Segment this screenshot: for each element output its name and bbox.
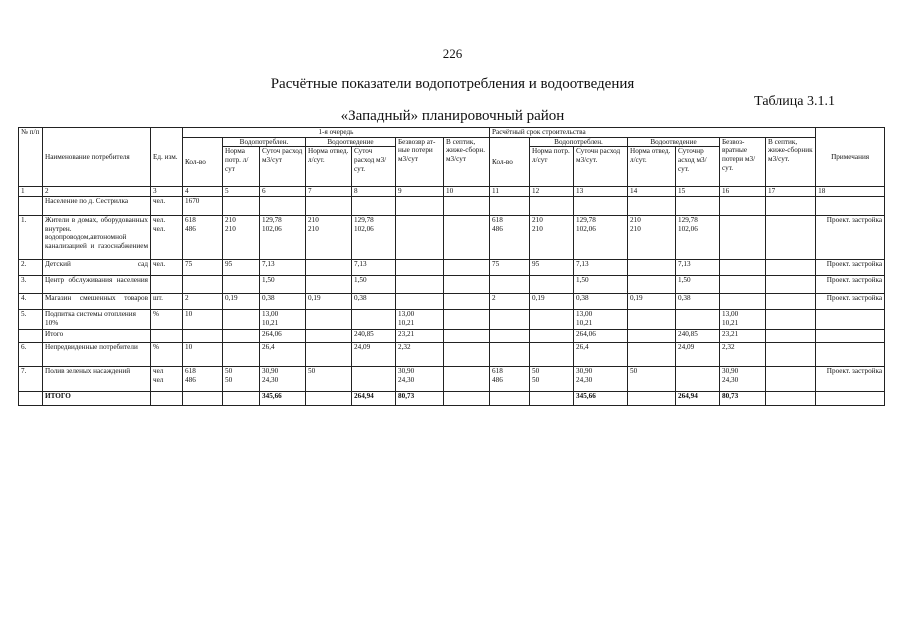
table-cell bbox=[183, 329, 223, 342]
table-cell: 618 486 bbox=[183, 215, 223, 259]
table-cell bbox=[444, 293, 490, 309]
table-cell bbox=[183, 275, 223, 293]
table-cell bbox=[306, 342, 352, 366]
notes-cell bbox=[816, 391, 885, 405]
table-cell: 30,90 24,30 bbox=[260, 366, 306, 391]
column-number: 5 bbox=[223, 187, 260, 197]
header-no: № п/п bbox=[19, 128, 43, 187]
header-septic2: В септик, жиже-сборник м3/сут. bbox=[766, 137, 816, 187]
header-daily-drain2: Суточнр асход м3/сут. bbox=[676, 147, 720, 187]
table-cell bbox=[490, 391, 530, 405]
table-cell bbox=[396, 215, 444, 259]
table-cell: % bbox=[151, 309, 183, 329]
table-cell bbox=[396, 196, 444, 215]
table-row bbox=[19, 366, 885, 391]
table-cell bbox=[530, 275, 574, 293]
table-cell bbox=[530, 342, 574, 366]
table-cell bbox=[490, 275, 530, 293]
table-cell bbox=[444, 329, 490, 342]
table-cell bbox=[306, 329, 352, 342]
table-cell bbox=[151, 275, 183, 293]
table-cell: 210 210 bbox=[306, 215, 352, 259]
table-cell: 0,38 bbox=[260, 293, 306, 309]
table-cell: 3. bbox=[19, 275, 43, 293]
table-cell bbox=[444, 259, 490, 275]
table-cell: чел чел bbox=[151, 366, 183, 391]
header-drain: Водоотведение bbox=[306, 137, 396, 147]
table-cell: 345,66 bbox=[260, 391, 306, 405]
table-cell: 129,78 102,06 bbox=[260, 215, 306, 259]
header-losses2: Безвоз-вратные потери м3/сут. bbox=[720, 137, 766, 187]
table-cell bbox=[766, 259, 816, 275]
table-cell: 1,50 bbox=[352, 275, 396, 293]
table-cell: 50 bbox=[306, 366, 352, 391]
table-cell: 80,73 bbox=[720, 391, 766, 405]
table-cell bbox=[444, 309, 490, 329]
table-cell: 26,4 bbox=[260, 342, 306, 366]
table-cell: 24,09 bbox=[352, 342, 396, 366]
table-cell: чел. чел. bbox=[151, 215, 183, 259]
table-cell bbox=[396, 259, 444, 275]
consumer-name-cell: ИТОГО bbox=[43, 391, 151, 405]
table-cell: 50 50 bbox=[530, 366, 574, 391]
table-cell bbox=[766, 366, 816, 391]
table-cell: 26,4 bbox=[574, 342, 628, 366]
header-drain2: Водоотведение bbox=[628, 137, 720, 147]
table-cell: 13,00 10,21 bbox=[720, 309, 766, 329]
table-cell: 264,94 bbox=[352, 391, 396, 405]
table-cell bbox=[444, 391, 490, 405]
table-cell bbox=[530, 309, 574, 329]
table-cell bbox=[306, 275, 352, 293]
table-cell: 7,13 bbox=[676, 259, 720, 275]
table-cell: 1,50 bbox=[260, 275, 306, 293]
column-number: 6 bbox=[260, 187, 306, 197]
notes-cell: Проект. застройка bbox=[816, 366, 885, 391]
consumer-name-cell: Непредвиденные потребители bbox=[43, 342, 151, 366]
table-cell: 2 bbox=[490, 293, 530, 309]
table-cell: 264,94 bbox=[676, 391, 720, 405]
table-row bbox=[19, 196, 885, 215]
consumer-name-cell: Население по д. Сестрилка bbox=[43, 196, 151, 215]
table-cell bbox=[720, 215, 766, 259]
table-cell bbox=[720, 196, 766, 215]
table-cell bbox=[151, 329, 183, 342]
table-cell bbox=[720, 259, 766, 275]
header-unit: Ед. изм. bbox=[151, 128, 183, 187]
table-cell: 4. bbox=[19, 293, 43, 309]
table-cell bbox=[530, 196, 574, 215]
table-cell bbox=[628, 309, 676, 329]
column-number: 17 bbox=[766, 187, 816, 197]
table-cell bbox=[490, 309, 530, 329]
table-cell: 10 bbox=[183, 342, 223, 366]
table-cell: 2 bbox=[183, 293, 223, 309]
column-number: 3 bbox=[151, 187, 183, 197]
table-row bbox=[19, 293, 885, 309]
table-cell bbox=[676, 196, 720, 215]
table-cell bbox=[306, 259, 352, 275]
table-cell bbox=[352, 196, 396, 215]
table-cell bbox=[306, 196, 352, 215]
header-norm-supply2: Норма потр. л/сут bbox=[530, 147, 574, 187]
table-cell: 2. bbox=[19, 259, 43, 275]
column-number: 11 bbox=[490, 187, 530, 197]
table-cell bbox=[223, 309, 260, 329]
table-cell: 240,85 bbox=[352, 329, 396, 342]
document-title: Расчётные показатели водопотребления и водоотведения bbox=[270, 76, 635, 92]
table-cell: 0,19 bbox=[223, 293, 260, 309]
table-cell bbox=[628, 196, 676, 215]
notes-cell bbox=[816, 196, 885, 215]
table-cell bbox=[306, 391, 352, 405]
table-cell bbox=[352, 309, 396, 329]
table-label: Таблица 3.1.1 bbox=[754, 94, 835, 109]
table-cell: 0,38 bbox=[676, 293, 720, 309]
table-cell: 7,13 bbox=[352, 259, 396, 275]
table-cell: 5. bbox=[19, 309, 43, 329]
notes-cell bbox=[816, 329, 885, 342]
table-cell: 0,38 bbox=[574, 293, 628, 309]
table-cell: 13,00 10,21 bbox=[574, 309, 628, 329]
table-cell: % bbox=[151, 342, 183, 366]
table-cell: 7,13 bbox=[260, 259, 306, 275]
table-cell: 7. bbox=[19, 366, 43, 391]
table-cell bbox=[444, 215, 490, 259]
table-cell bbox=[530, 329, 574, 342]
column-number: 10 bbox=[444, 187, 490, 197]
column-number: 14 bbox=[628, 187, 676, 197]
district-subtitle: «Западный» планировочный район bbox=[340, 108, 565, 124]
table-cell: 30,90 24,30 bbox=[396, 366, 444, 391]
consumer-name-cell: Подпитка системы отопления 10% bbox=[43, 309, 151, 329]
column-number: 13 bbox=[574, 187, 628, 197]
notes-cell: Проект. застройка bbox=[816, 215, 885, 259]
table-cell: 13,00 10,21 bbox=[260, 309, 306, 329]
column-number: 1 bbox=[19, 187, 43, 197]
table-cell bbox=[183, 391, 223, 405]
notes-cell bbox=[816, 342, 885, 366]
table-cell bbox=[676, 366, 720, 391]
table-cell: 129,78 102,06 bbox=[676, 215, 720, 259]
table-cell bbox=[766, 342, 816, 366]
table-cell: 50 bbox=[628, 366, 676, 391]
table-cell bbox=[260, 196, 306, 215]
page-number: 226 bbox=[442, 46, 463, 61]
table-cell bbox=[223, 329, 260, 342]
table-cell bbox=[766, 329, 816, 342]
table-cell: 1,50 bbox=[574, 275, 628, 293]
table-cell: 210 210 bbox=[223, 215, 260, 259]
table-cell: 75 bbox=[490, 259, 530, 275]
table-cell bbox=[628, 275, 676, 293]
table-cell bbox=[766, 196, 816, 215]
column-number: 9 bbox=[396, 187, 444, 197]
header-qty2: Кол-во bbox=[490, 137, 530, 187]
table-cell bbox=[628, 259, 676, 275]
table-cell: 0,19 bbox=[530, 293, 574, 309]
table-cell: 210 210 bbox=[530, 215, 574, 259]
header-phase2: Расчётный срок строительства bbox=[490, 128, 816, 138]
table-cell bbox=[444, 196, 490, 215]
table-cell bbox=[720, 293, 766, 309]
header-name: Наименование потребителя bbox=[43, 128, 151, 187]
header-supply: Водопотреблен. bbox=[223, 137, 306, 147]
table-cell: шт. bbox=[151, 293, 183, 309]
notes-cell: Проект. застройка bbox=[816, 275, 885, 293]
header-qty: Кол-во bbox=[183, 137, 223, 187]
table-cell bbox=[19, 196, 43, 215]
table-cell: 95 bbox=[530, 259, 574, 275]
table-cell bbox=[352, 366, 396, 391]
table-cell bbox=[720, 275, 766, 293]
table-cell bbox=[444, 275, 490, 293]
consumer-name-cell: Детский сад bbox=[43, 259, 151, 275]
table-cell bbox=[676, 309, 720, 329]
table-cell: 80,73 bbox=[396, 391, 444, 405]
table-cell: 618 486 bbox=[490, 215, 530, 259]
table-cell bbox=[628, 329, 676, 342]
header-daily-drain: Суточ расход м3/сут. bbox=[352, 147, 396, 187]
table-cell bbox=[490, 329, 530, 342]
table-cell bbox=[223, 275, 260, 293]
header-septic: В септик, жиже-сборн. м3/сут bbox=[444, 137, 490, 187]
table-cell: 7,13 bbox=[574, 259, 628, 275]
table-cell: 618 486 bbox=[490, 366, 530, 391]
table-cell: 0,19 bbox=[306, 293, 352, 309]
table-cell: 75 bbox=[183, 259, 223, 275]
table-cell bbox=[490, 342, 530, 366]
table-cell: 240,85 bbox=[676, 329, 720, 342]
table-cell bbox=[490, 196, 530, 215]
table-cell: 13,00 10,21 bbox=[396, 309, 444, 329]
table-row bbox=[19, 259, 885, 275]
table-cell bbox=[628, 391, 676, 405]
table-cell bbox=[444, 366, 490, 391]
header-norm-drain2: Норма отвед. л/сут. bbox=[628, 147, 676, 187]
consumer-name-cell: Центр обслуживания населения bbox=[43, 275, 151, 293]
table-row bbox=[19, 309, 885, 329]
consumer-name-cell: Жители в домах, оборудованных внутрен. водопроводом,автономной канализацией и газоснабжением bbox=[43, 215, 151, 259]
table-cell bbox=[223, 391, 260, 405]
table-cell: 618 486 bbox=[183, 366, 223, 391]
table-row bbox=[19, 215, 885, 259]
header-norm-drain: Норма отвед. л/сут. bbox=[306, 147, 352, 187]
notes-cell bbox=[816, 309, 885, 329]
table-row bbox=[19, 342, 885, 366]
header-daily-supply: Суточ расход м3/сут bbox=[260, 147, 306, 187]
table-row bbox=[19, 329, 885, 342]
table-cell: 24,09 bbox=[676, 342, 720, 366]
water-table bbox=[18, 127, 885, 406]
table-cell bbox=[151, 391, 183, 405]
table-cell: 345,66 bbox=[574, 391, 628, 405]
column-number: 18 bbox=[816, 187, 885, 197]
table-row bbox=[19, 275, 885, 293]
column-number: 8 bbox=[352, 187, 396, 197]
header-daily-supply2: Суточн расход м3/сут. bbox=[574, 147, 628, 187]
table-cell: 0,19 bbox=[628, 293, 676, 309]
table-cell: 23,21 bbox=[396, 329, 444, 342]
table-cell: 23,21 bbox=[720, 329, 766, 342]
table-cell: 264,06 bbox=[260, 329, 306, 342]
consumer-name-cell: Итого bbox=[43, 329, 151, 342]
table-cell: чел. bbox=[151, 196, 183, 215]
table-cell bbox=[766, 391, 816, 405]
table-cell bbox=[444, 342, 490, 366]
table-cell bbox=[530, 391, 574, 405]
table-cell: 129,78 102,06 bbox=[352, 215, 396, 259]
table-cell: 30,90 24,30 bbox=[720, 366, 766, 391]
table-cell: 1,50 bbox=[676, 275, 720, 293]
table-cell: 264,06 bbox=[574, 329, 628, 342]
header-losses: Безвозвр ат-ные потери м3/сут bbox=[396, 137, 444, 187]
table-cell: 10 bbox=[183, 309, 223, 329]
table-cell: 50 50 bbox=[223, 366, 260, 391]
table-cell bbox=[628, 342, 676, 366]
table-cell bbox=[223, 196, 260, 215]
table-cell bbox=[766, 309, 816, 329]
table-cell bbox=[396, 293, 444, 309]
table-cell: 1. bbox=[19, 215, 43, 259]
notes-cell: Проект. застройка bbox=[816, 259, 885, 275]
column-number: 16 bbox=[720, 187, 766, 197]
table-cell bbox=[19, 329, 43, 342]
table-cell bbox=[766, 293, 816, 309]
table-cell bbox=[574, 196, 628, 215]
column-number: 7 bbox=[306, 187, 352, 197]
table-cell bbox=[19, 391, 43, 405]
column-number: 2 bbox=[43, 187, 151, 197]
column-number-row bbox=[19, 187, 885, 197]
table-cell: 2,32 bbox=[396, 342, 444, 366]
header-notes: Примечания bbox=[816, 128, 885, 187]
table-cell bbox=[766, 275, 816, 293]
table-row bbox=[19, 391, 885, 405]
header-phase1: 1-я очередь bbox=[183, 128, 490, 138]
notes-cell: Проект. застройка bbox=[816, 293, 885, 309]
header-supply2: Водопотреблен. bbox=[530, 137, 628, 147]
table-cell bbox=[306, 309, 352, 329]
consumer-name-cell: Полив зеленых насаждений bbox=[43, 366, 151, 391]
header-norm-supply: Норма потр. л/сут bbox=[223, 147, 260, 187]
table-cell bbox=[223, 342, 260, 366]
table-cell: 2,32 bbox=[720, 342, 766, 366]
column-number: 12 bbox=[530, 187, 574, 197]
consumer-name-cell: Магазин смешенных товаров bbox=[43, 293, 151, 309]
table-cell: 129,78 102,06 bbox=[574, 215, 628, 259]
table-cell: 30,90 24,30 bbox=[574, 366, 628, 391]
table-cell bbox=[766, 215, 816, 259]
column-number: 15 bbox=[676, 187, 720, 197]
table-cell: 1670 bbox=[183, 196, 223, 215]
table-cell bbox=[396, 275, 444, 293]
table-cell: 6. bbox=[19, 342, 43, 366]
column-number: 4 bbox=[183, 187, 223, 197]
table-cell: чел. bbox=[151, 259, 183, 275]
table-cell: 0,38 bbox=[352, 293, 396, 309]
table-cell: 210 210 bbox=[628, 215, 676, 259]
table-cell: 95 bbox=[223, 259, 260, 275]
